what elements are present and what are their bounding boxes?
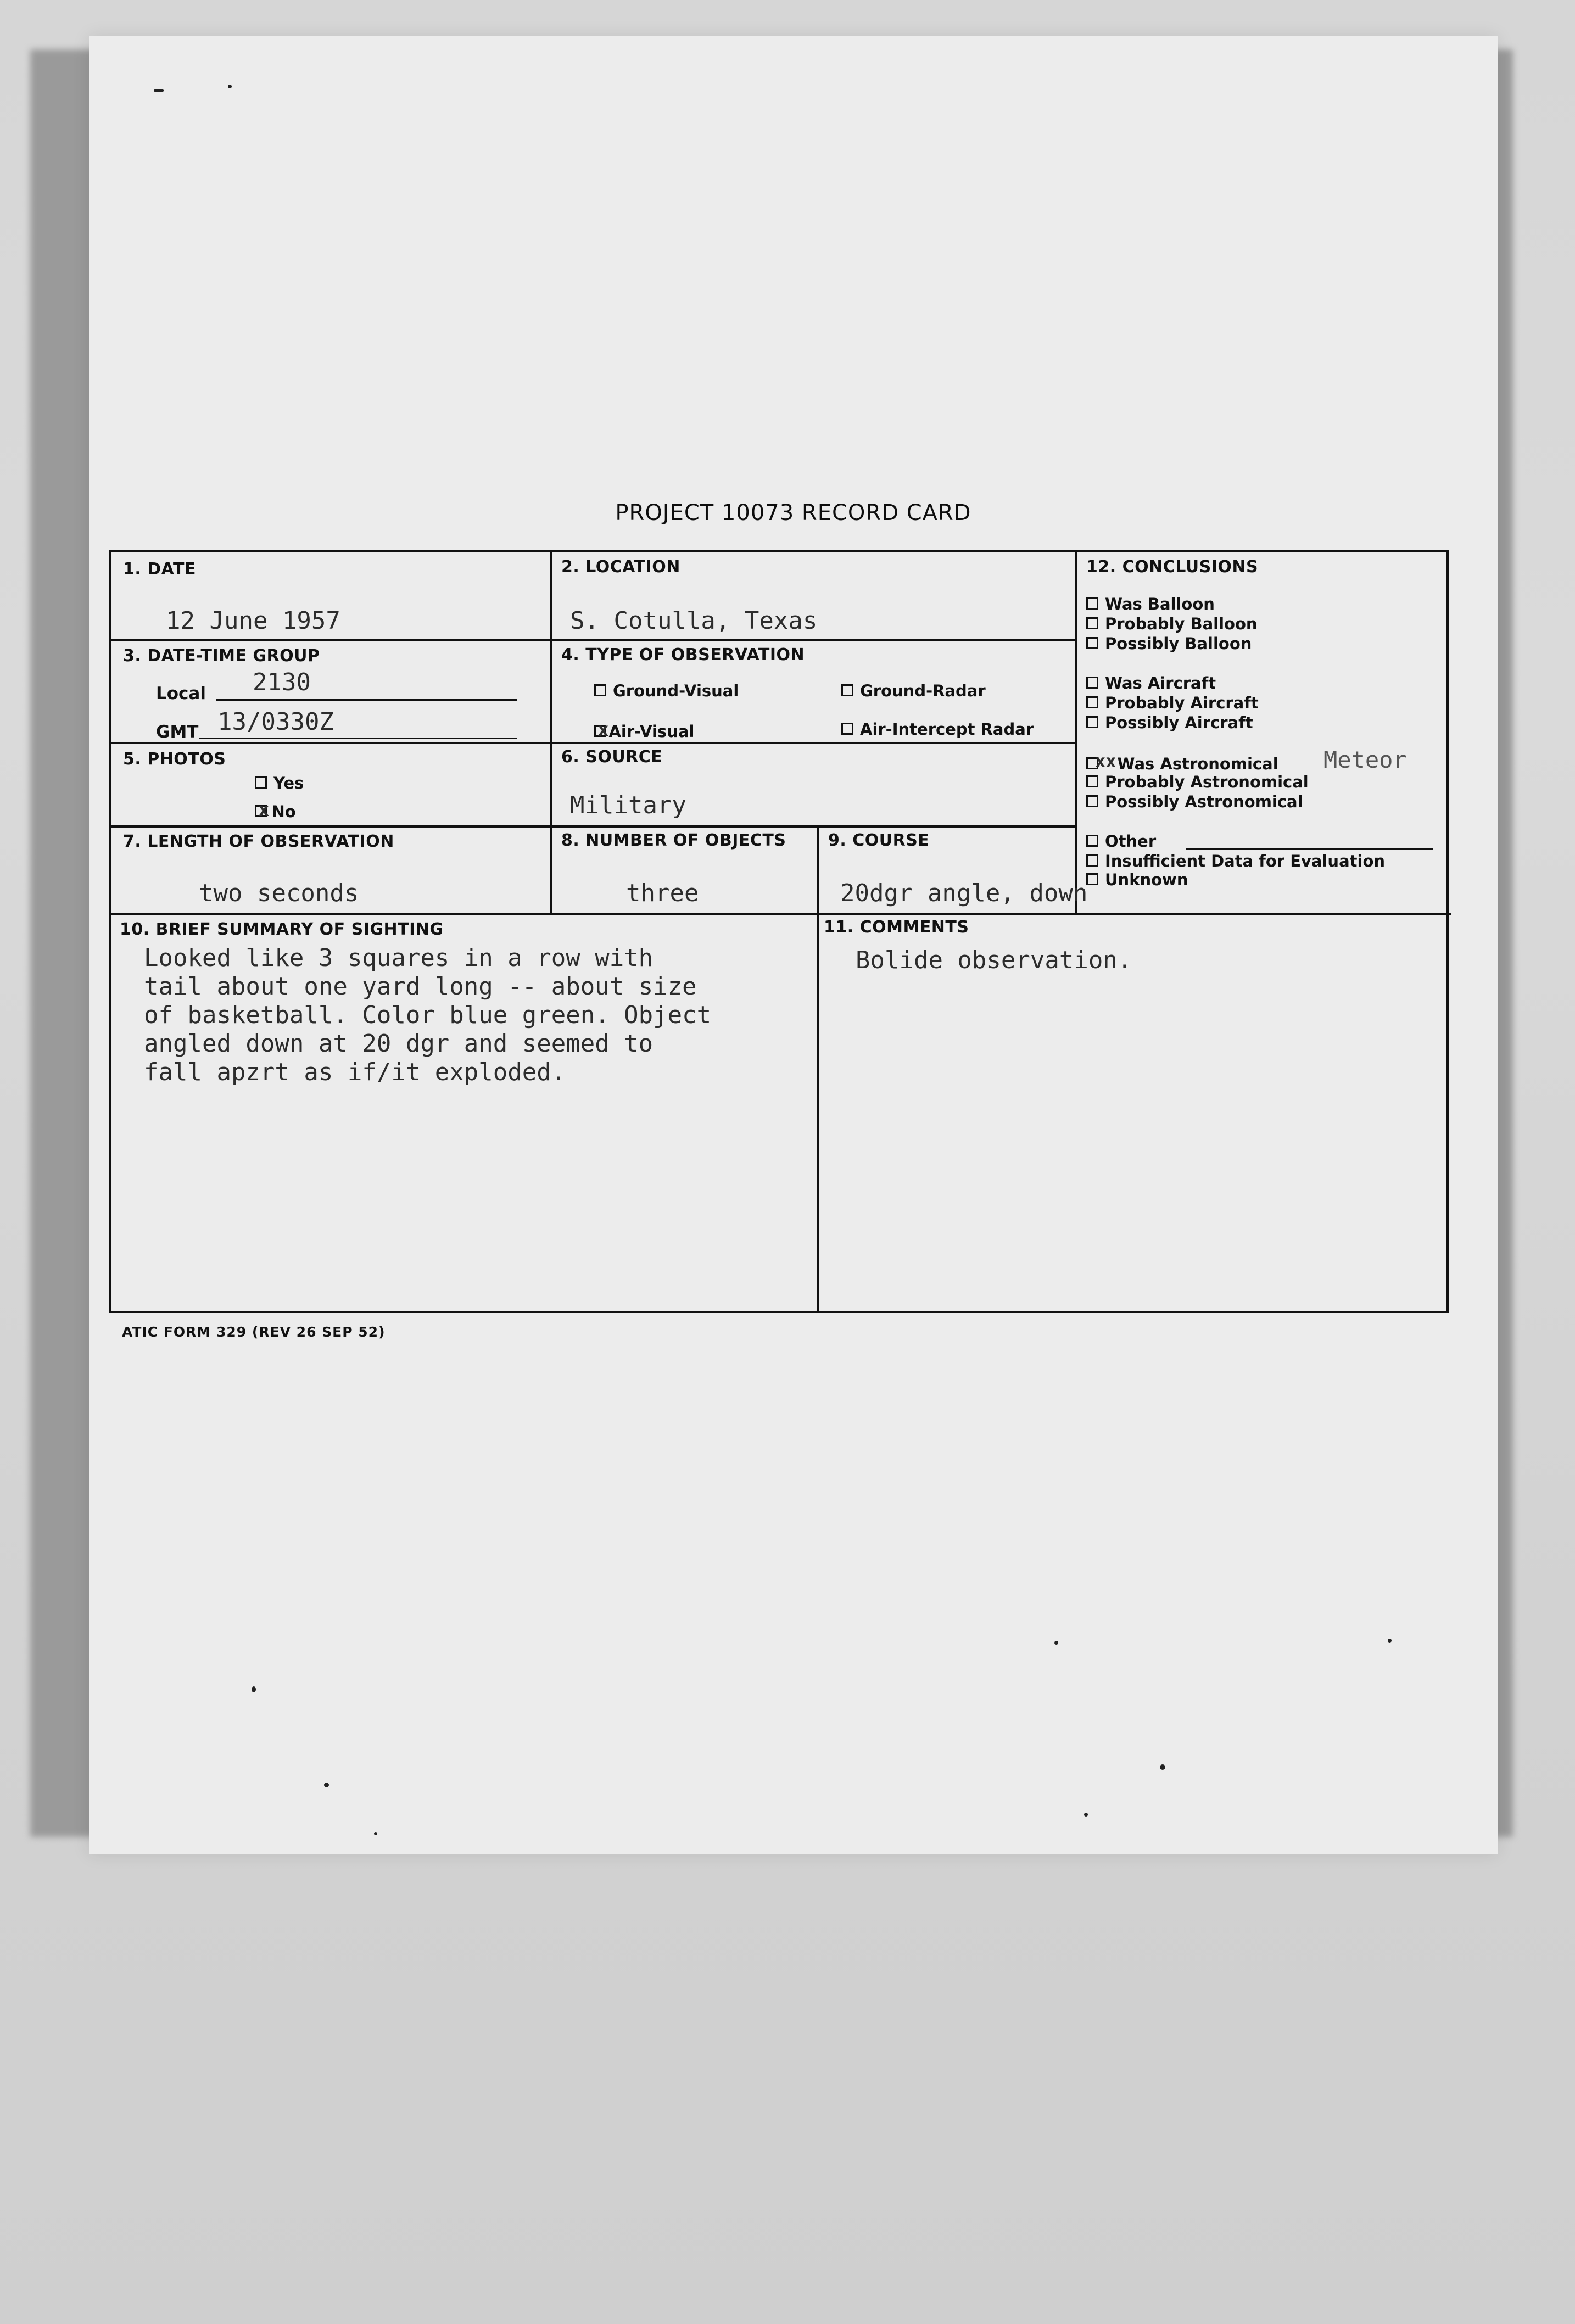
scan-speck <box>1084 1813 1088 1817</box>
divider-row4 <box>111 913 1451 915</box>
meteor-note: Meteor <box>1323 746 1407 773</box>
air-visual-mark: x <box>597 719 609 741</box>
scan-speck <box>1054 1641 1058 1645</box>
conclusion-other[interactable] <box>1086 832 1156 851</box>
summary-line: Looked like 3 squares in a row with <box>144 944 654 972</box>
ground-radar-checkbox[interactable] <box>841 684 853 696</box>
divider-conclusions <box>1075 552 1077 915</box>
scan-speck <box>1160 1764 1165 1770</box>
divider-row3 <box>111 825 1077 828</box>
summary-text <box>144 944 836 1087</box>
conclusion-was-astronomical[interactable] <box>1086 753 1278 774</box>
unknown-checkbox[interactable] <box>1086 873 1098 885</box>
scan-speck <box>324 1783 329 1787</box>
date-label: 1. DATE <box>123 560 196 579</box>
source-value: Military <box>570 791 686 819</box>
probably-astronomical-checkbox[interactable] <box>1086 775 1098 787</box>
air-intercept-radar-checkbox[interactable] <box>841 723 853 735</box>
scan-speck <box>1388 1639 1392 1643</box>
objects-value: three <box>626 879 699 907</box>
location-value: S. Cotulla, Texas <box>570 607 818 635</box>
photos-yes-text: Yes <box>273 774 304 792</box>
air-intercept-radar-option[interactable] <box>841 720 1034 739</box>
insufficient-data-text: Insufficient Data for Evaluation <box>1105 852 1386 870</box>
conclusion-possibly-aircraft[interactable] <box>1086 713 1253 732</box>
probably-aircraft-checkbox[interactable] <box>1086 696 1098 708</box>
other-underline <box>1186 848 1433 850</box>
comments-label: 11. COMMENTS <box>824 918 969 937</box>
other-checkbox[interactable] <box>1086 835 1098 847</box>
photos-no-text: No <box>271 802 296 821</box>
conclusion-was-aircraft[interactable] <box>1086 674 1216 692</box>
gmt-label: GMT <box>156 722 199 742</box>
probably-astronomical-text: Probably Astronomical <box>1105 773 1309 791</box>
scan-speck <box>228 85 232 88</box>
objects-label: 8. NUMBER OF OBJECTS <box>561 831 786 850</box>
conclusion-insufficient-data[interactable] <box>1086 852 1385 870</box>
source-label: 6. SOURCE <box>561 747 663 767</box>
gmt-value: 13/0330Z <box>217 708 334 736</box>
local-label: Local <box>156 684 206 703</box>
location-label: 2. LOCATION <box>561 557 680 577</box>
summary-line: of basketball. Color blue green. Object <box>144 1001 712 1029</box>
possibly-balloon-checkbox[interactable] <box>1086 637 1098 649</box>
scan-speck <box>252 1686 256 1692</box>
scan-speck <box>154 89 164 92</box>
course-value: 20dgr angle, down <box>840 879 1088 907</box>
was-balloon-text: Was Balloon <box>1105 595 1215 613</box>
conclusion-probably-aircraft[interactable] <box>1086 694 1259 712</box>
was-astronomical-text: Was Astronomical <box>1117 755 1278 773</box>
divider-row2 <box>111 742 1077 744</box>
photos-yes-checkbox[interactable] <box>255 776 267 789</box>
summary-label: 10. BRIEF SUMMARY OF SIGHTING <box>120 920 444 939</box>
document-sheet <box>89 36 1498 1854</box>
photos-no-option[interactable] <box>255 800 296 822</box>
conclusion-probably-balloon[interactable] <box>1086 614 1258 633</box>
unknown-text: Unknown <box>1105 870 1188 889</box>
comments-value: Bolide observation. <box>856 946 1132 974</box>
date-value: 12 June 1957 <box>166 607 340 635</box>
divider-col1 <box>550 552 552 915</box>
ground-visual-text: Ground-Visual <box>613 681 739 700</box>
length-value: two seconds <box>199 879 359 907</box>
course-label: 9. COURSE <box>828 831 930 850</box>
length-label: 7. LENGTH OF OBSERVATION <box>123 832 394 851</box>
possibly-aircraft-text: Possibly Aircraft <box>1105 713 1253 732</box>
ground-visual-option[interactable] <box>594 681 739 700</box>
summary-line: fall apzrt as if/it exploded. <box>144 1058 566 1086</box>
possibly-astronomical-checkbox[interactable] <box>1086 795 1098 807</box>
photos-label: 5. PHOTOS <box>123 750 226 769</box>
summary-line: tail about one yard long -- about size <box>144 973 697 1001</box>
form-footer: ATIC FORM 329 (REV 26 SEP 52) <box>122 1324 386 1340</box>
possibly-aircraft-checkbox[interactable] <box>1086 716 1098 728</box>
was-balloon-checkbox[interactable] <box>1086 597 1098 610</box>
air-intercept-radar-text: Air-Intercept Radar <box>860 720 1034 739</box>
conclusion-possibly-astronomical[interactable] <box>1086 792 1303 811</box>
ground-radar-text: Ground-Radar <box>860 681 986 700</box>
was-astronomical-mark: xx <box>1095 751 1116 772</box>
probably-balloon-text: Probably Balloon <box>1105 614 1258 633</box>
observation-type-label: 4. TYPE OF OBSERVATION <box>561 645 805 664</box>
conclusion-unknown[interactable] <box>1086 870 1188 889</box>
conclusion-was-balloon[interactable] <box>1086 595 1215 613</box>
ground-visual-checkbox[interactable] <box>594 684 606 696</box>
air-visual-text: Air-Visual <box>608 722 695 741</box>
was-aircraft-text: Was Aircraft <box>1105 674 1216 692</box>
possibly-balloon-text: Possibly Balloon <box>1105 634 1252 653</box>
conclusions-label: 12. CONCLUSIONS <box>1086 557 1259 577</box>
summary-line: angled down at 20 dgr and seemed to <box>144 1030 654 1058</box>
insufficient-data-checkbox[interactable] <box>1086 854 1098 867</box>
divider-row1 <box>111 639 1077 641</box>
photos-no-mark: x <box>258 799 270 821</box>
conclusion-possibly-balloon[interactable] <box>1086 634 1252 653</box>
was-aircraft-checkbox[interactable] <box>1086 677 1098 689</box>
possibly-astronomical-text: Possibly Astronomical <box>1105 792 1303 811</box>
photos-yes-option[interactable] <box>255 774 304 792</box>
air-visual-option[interactable] <box>594 720 694 742</box>
dtg-label: 3. DATE-TIME GROUP <box>123 646 320 666</box>
ground-radar-option[interactable] <box>841 681 986 700</box>
local-value: 2130 <box>253 668 311 696</box>
gmt-underline <box>199 738 517 739</box>
local-underline <box>216 699 517 701</box>
form-title: PROJECT 10073 RECORD CARD <box>615 500 971 526</box>
other-text: Other <box>1105 832 1157 851</box>
scan-speck <box>374 1832 377 1835</box>
probably-balloon-checkbox[interactable] <box>1086 617 1098 629</box>
record-card <box>109 550 1449 1313</box>
conclusion-probably-astronomical[interactable] <box>1086 773 1309 791</box>
probably-aircraft-text: Probably Aircraft <box>1105 694 1259 712</box>
